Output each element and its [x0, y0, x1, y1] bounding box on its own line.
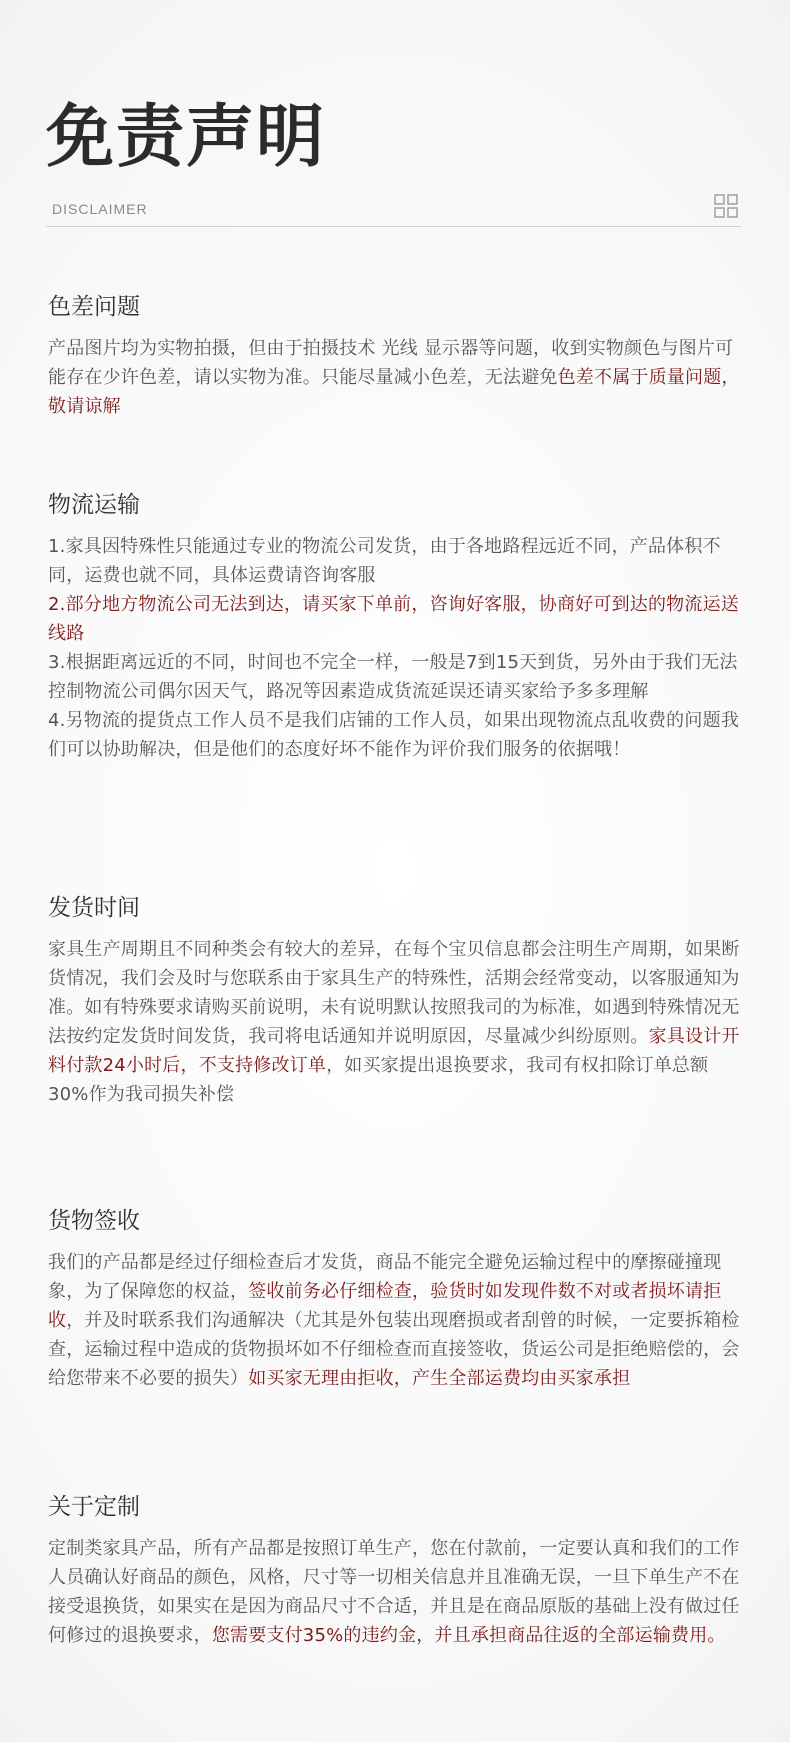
- paragraph: [48, 1248, 748, 1393]
- section-title: 物流运输: [48, 492, 140, 518]
- paragraph: [48, 532, 748, 590]
- section-title: 色差问题: [48, 294, 140, 320]
- paragraph: [48, 935, 748, 1109]
- section-body: [48, 532, 748, 764]
- text-run: ，并及时联系我们沟通解决（尤其是外包装出现磨损或者刮曾的时候，一定要拆箱检查，运输过程中造成的货物损坏如不仔细检查而直接签收，货运公司是拒绝赔偿的，会给您带来不必要的损失）: [48, 1310, 740, 1389]
- highlight-text: 签收前务必仔细检查，验货时如发现件数不对或者损坏请拒收: [48, 1281, 722, 1331]
- section-customization: [48, 1492, 748, 1650]
- paragraph: [48, 1534, 748, 1650]
- text-run: 我们的产品都是经过仔细检查后才发货，商品不能完全避免运输过程中的摩擦碰撞现象，为了保障您的权益，: [48, 1252, 722, 1302]
- text-run: 产品图片均为实物拍摄，但由于拍摄技术 光线 显示器等问题，收到实物颜色与图片可能存在少许色差，请以实物为准。只能尽量减小色差，无法避免: [48, 338, 734, 388]
- header-divider: [46, 226, 741, 227]
- highlight-text: 色差不属于质量问题，敬请谅解: [48, 367, 740, 417]
- section-title: 发货时间: [48, 895, 140, 921]
- section-logistics: [48, 490, 748, 764]
- section-title: 关于定制: [48, 1494, 140, 1520]
- paragraph: [48, 706, 748, 764]
- section-receipt: [48, 1206, 748, 1393]
- highlight-text: 您需要支付35%的违约金，并且承担商品往返的全部运输费用。: [211, 1625, 726, 1646]
- paragraph: [48, 334, 748, 421]
- text-run: ，如买家提出退换要求，我司有权扣除订单总额30%作为我司损失补偿: [48, 1055, 709, 1105]
- section-body: [48, 1534, 748, 1650]
- section-title: 货物签收: [48, 1208, 140, 1234]
- highlight-text: 如买家无理由拒收，产生全部运费均由买家承担: [248, 1368, 631, 1389]
- text-run: 3.根据距离远近的不同，时间也不完全一样，一般是7到15天到货，另外由于我们无法控制物流公司偶尔因天气，路况等因素造成货流延误还请买家给予多多理解: [48, 652, 738, 702]
- section-color-difference: [48, 292, 748, 421]
- highlight-text: 家具设计开料付款24小时后，不支持修改订单: [48, 1026, 740, 1076]
- grid-icon: [714, 194, 738, 218]
- section-body: [48, 935, 748, 1109]
- page-title: 免责声明: [46, 98, 327, 177]
- section-shipping-time: [48, 893, 748, 1109]
- highlight-paragraph: [48, 590, 748, 648]
- text-run: 4.另物流的提货点工作人员不是我们店铺的工作人员，如果出现物流点乱收费的问题我们可以协助解决，但是他们的态度好坏不能作为评价我们服务的依据哦！: [48, 710, 739, 760]
- page-subtitle: DISCLAIMER: [52, 201, 148, 217]
- text-run: 家具生产周期且不同种类会有较大的差异，在每个宝贝信息都会注明生产周期，如果断货情况，我们会及时与您联系由于家具生产的特殊性，活期会经常变动，以客服通知为准。如有特殊要求请购买前说明，未有说明默认按照我司的为标准，如遇到特殊情况无法按约定发货时间发货，我司将电话通知并说明原因，尽量减少纠纷原则。: [48, 939, 740, 1047]
- text-run: 定制类家具产品，所有产品都是按照订单生产，您在付款前，一定要认真和我们的工作人员确认好商品的颜色，风格，尺寸等一切相关信息并且准确无误，一旦下单生产不在接受退换货，如果实在是因为商品尺寸不合适，并且是在商品原版的基础上没有做过任何修过的退换要求，: [48, 1538, 740, 1646]
- highlight-text: 2.部分地方物流公司无法到达，请买家下单前，咨询好客服，协商好可到达的物流运送线路: [48, 594, 739, 644]
- text-run: 1.家具因特殊性只能通过专业的物流公司发货，由于各地路程远近不同，产品体积不同，运费也就不同，具体运费请咨询客服: [48, 536, 721, 586]
- section-body: [48, 334, 748, 421]
- section-body: [48, 1248, 748, 1393]
- paragraph: [48, 648, 748, 706]
